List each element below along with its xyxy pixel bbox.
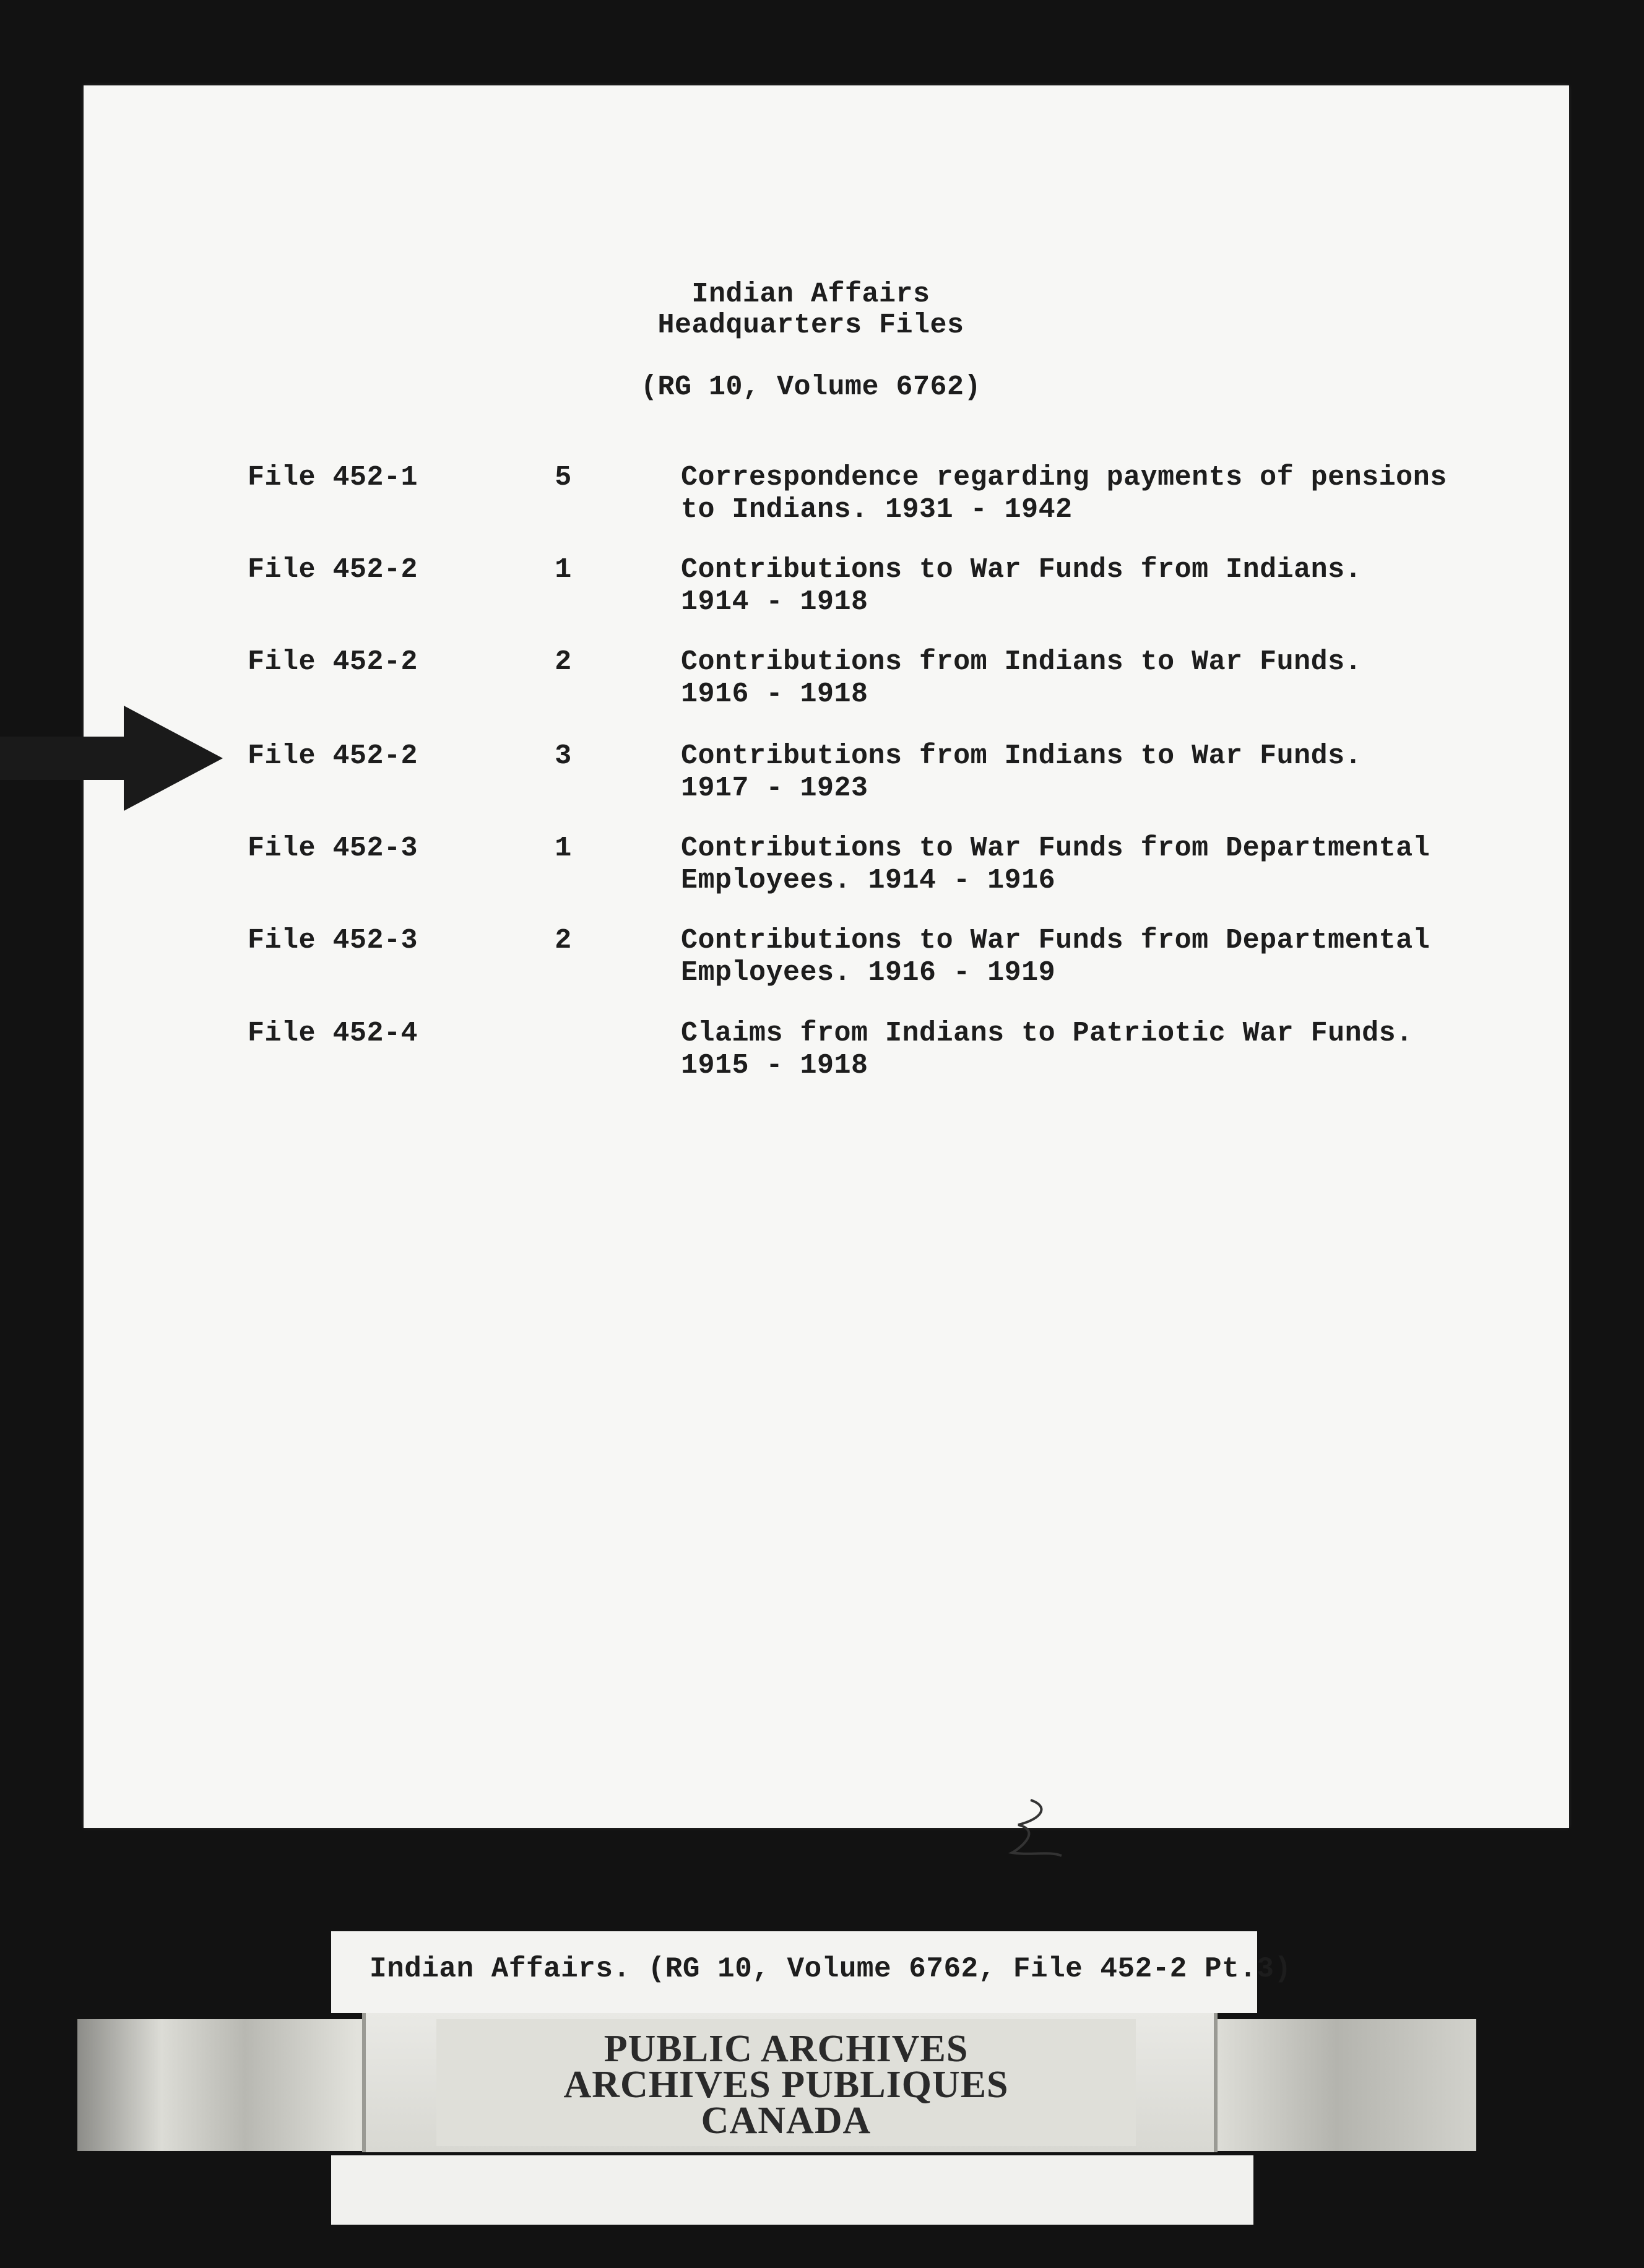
header-subtitle: Headquarters Files [657, 309, 964, 341]
file-description: Contributions to War Funds from Indians. 1914 - 1918 [681, 554, 1362, 618]
file-part: 3 [555, 740, 572, 772]
stamp-line-2: ARCHIVES PUBLIQUES [563, 2064, 1009, 2106]
file-part: 2 [555, 925, 572, 956]
stamp-line-1: PUBLIC ARCHIVES [604, 2028, 969, 2070]
right-arrow-icon [0, 706, 229, 811]
file-description: Contributions to War Funds from Departmental Employees. 1914 - 1916 [681, 833, 1430, 896]
header-volume: (RG 10, Volume 6762) [640, 371, 982, 403]
stamp-line-3: CANADA [701, 2100, 872, 2142]
reel-label-text: Indian Affairs. (RG 10, Volume 6762, File 452-2 Pt.3) [370, 1953, 1292, 1985]
bottom-paper-strip [331, 2155, 1253, 2225]
pen-mark-icon [1006, 1794, 1080, 1868]
file-description: Contributions from Indians to War Funds. 1916 - 1918 [681, 646, 1362, 710]
file-number: File 452-2 [248, 740, 418, 772]
file-part: 1 [555, 554, 572, 586]
file-description: Correspondence regarding payments of pensions to Indians. 1931 - 1942 [681, 462, 1447, 526]
file-part: 2 [555, 646, 572, 678]
document-page [84, 85, 1569, 1828]
file-part: 1 [555, 833, 572, 864]
file-number: File 452-3 [248, 925, 418, 956]
file-number: File 452-3 [248, 833, 418, 864]
file-number: File 452-2 [248, 554, 418, 586]
archive-stamp [436, 2019, 1136, 2146]
file-description: Claims from Indians to Patriotic War Funds. 1915 - 1918 [681, 1018, 1413, 1081]
reel-label [331, 1931, 1292, 2013]
file-part: 5 [555, 462, 572, 493]
file-number: File 452-2 [248, 646, 418, 678]
file-number: File 452-1 [248, 462, 418, 493]
header-title: Indian Affairs [691, 279, 930, 310]
file-number: File 452-4 [248, 1018, 418, 1049]
file-description: Contributions to War Funds from Departmental Employees. 1916 - 1919 [681, 925, 1430, 989]
file-description: Contributions from Indians to War Funds. 1917 - 1923 [681, 740, 1362, 804]
